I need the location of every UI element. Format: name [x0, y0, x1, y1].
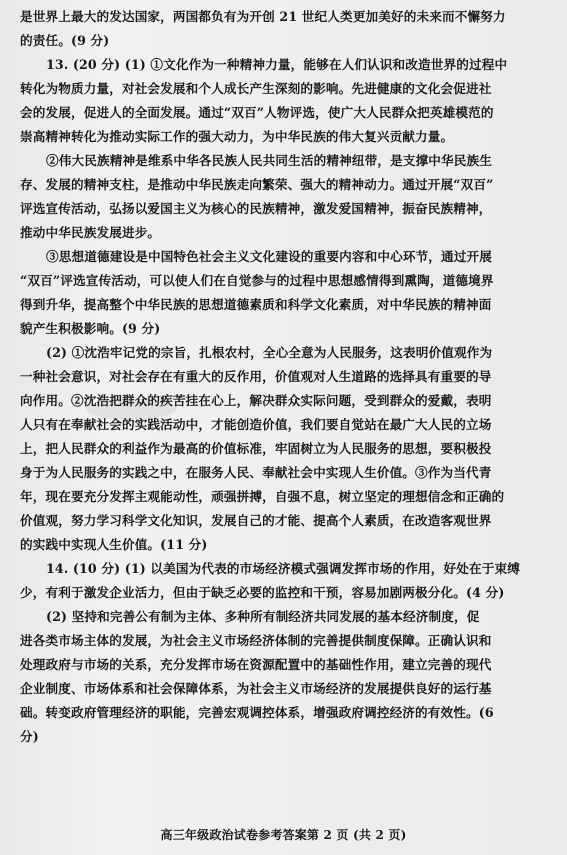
- text-line: 评选宣传活动，弘扬以爱国主义为核心的民族精神，激发爱国精神，振奋民族精神，: [20, 201, 492, 216]
- page-footer: 高三年级政治试卷参考答案第 2 页 (共 2 页): [160, 828, 407, 842]
- text-line: ③思想道德建设是中国特色社会主义文化建设的重要内容和中心环节，通过开展: [46, 249, 493, 264]
- text-line: (2) ①沈浩牢记党的宗旨，扎根农村，全心全意为人民服务，这表明价值观作为: [46, 345, 493, 360]
- text-line: 是世界上最大的发达国家，两国都负有为开创 21 世纪人类更加美好的未来而不懈努力: [20, 9, 506, 24]
- question-14-line: 14. (10 分) (1) 以美国为代表的市场经济模式强调发挥市场的作用，好处在于束缚: [46, 561, 520, 576]
- text-line: 处理政府与市场的关系，充分发挥市场在资源配置中的基础性作用，建立完善的现代: [20, 657, 492, 672]
- text-line: 转化为物质力量，对社会发展和个人成长产生深刻的影响。先进健康的文化会促进社: [20, 81, 492, 96]
- text-line: 向作用。②沈浩把群众的疾苦挂在心上，解决群众实际问题，受到群众的爱戴，表明: [20, 393, 492, 408]
- answer-text: [20, 5, 547, 749]
- text-line: 价值观，努力学习科学文化知识，发展自己的才能、提高个人素质，在改造客观世界: [20, 513, 492, 528]
- text-line: 上，把人民群众的利益作为最高的价值标准，牢固树立为人民服务的思想，要积极投: [20, 441, 492, 456]
- text-line: 一种社会意识，对社会存在有重大的反作用，价值观对人生道路的选择具有重要的导: [20, 369, 492, 384]
- text-line: 得到升华，提高整个中华民族的思想道德素质和科学文化素质，对中华民族的精神面: [20, 297, 492, 312]
- text-line: 貌产生积极影响。(9 分): [20, 321, 161, 336]
- question-13-line: 13. (20 分) (1) ①文化作为一种精神力量，能够在人们认识和改造世界的过程中: [46, 57, 508, 72]
- text-line: 少，有利于激发企业活力，但由于缺乏必要的监控和干预，容易加剧两极分化。(4 分): [20, 585, 505, 600]
- text-line: ②伟大民族精神是维系中华各民族人民共同生活的精神纽带，是支撑中华民族生: [46, 153, 493, 168]
- text-line: 的实践中实现人生价值。(11 分): [20, 537, 208, 552]
- text-line: 会的发展，促进人的全面发展。通过“双百”人物评选，使广大人民群众把英雄模范的: [20, 105, 494, 120]
- text-line: 的责任。(9 分): [20, 33, 110, 48]
- text-line: 崇高精神转化为推动实际工作的强大动力，为中华民族的伟大复兴贡献力量。: [20, 129, 454, 144]
- text-line: 推动中华民族发展进步。: [20, 225, 161, 240]
- text-line: 分): [20, 729, 39, 744]
- text-line: 础。转变政府管理经济的职能，完善宏观调控体系，增强政府调控经济的有效性。(6: [20, 705, 494, 720]
- text-line: 企业制度、市场体系和社会保障体系，为社会主义市场经济的发展提供良好的运行基: [20, 681, 492, 696]
- text-line: “双百”评选宣传活动，可以使人们在自觉参与的过程中思想感情得到熏陶，道德境界: [20, 273, 494, 288]
- text-line: 进各类市场主体的发展，为社会主义市场经济体制的完善提供制度保障。正确认识和: [20, 633, 492, 648]
- text-line: 身于为人民服务的实践之中，在服务人民、奉献社会中实现人生价值。③作为当代青: [20, 465, 492, 480]
- text-line: 人只有在奉献社会的实践活动中，才能创造价值，我们要自觉站在最广大人民的立场: [20, 417, 492, 432]
- text-line: (2) 坚持和完善公有制为主体、多种所有制经济共同发展的基本经济制度，促: [46, 609, 480, 624]
- text-line: 存、发展的精神支柱，是推动中华民族走向繁荣、强大的精神动力。通过开展“双百”: [20, 177, 494, 192]
- text-line: 年，现在要充分发挥主观能动性，顽强拼搏，自强不息，树立坚定的理想信念和正确的: [20, 489, 505, 504]
